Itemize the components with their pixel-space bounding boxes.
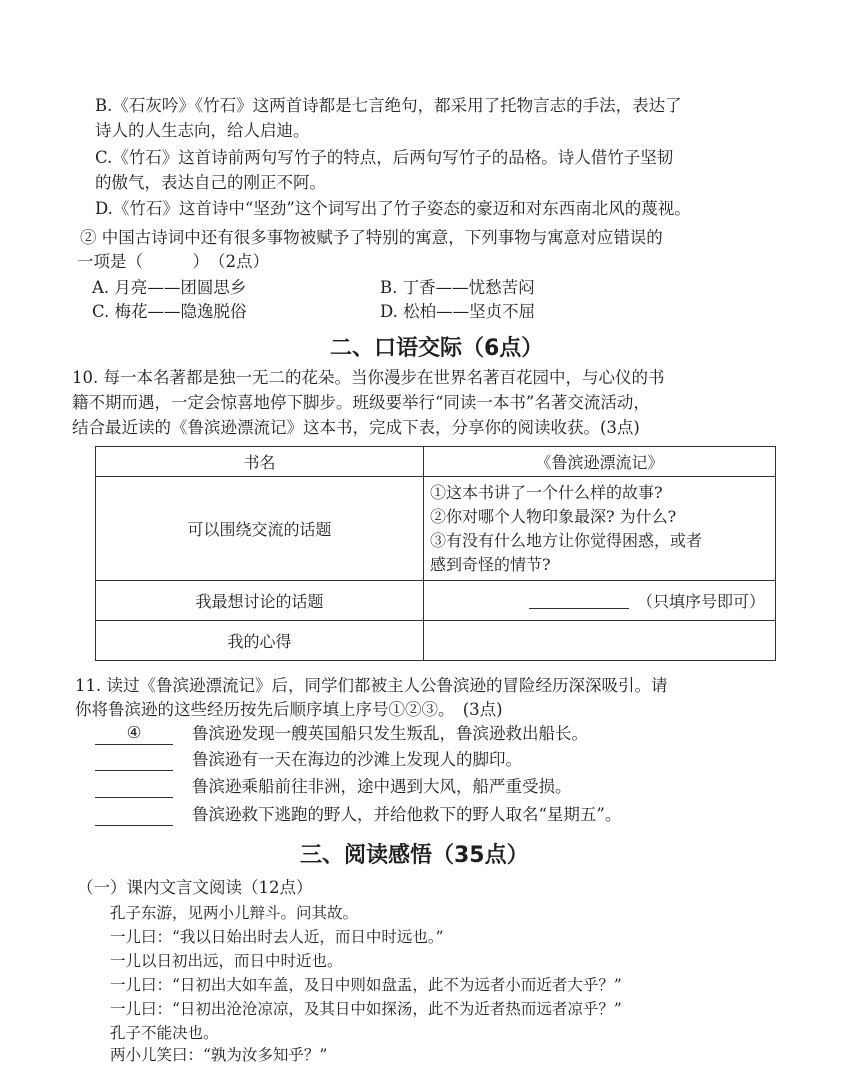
section2-heading: 二、口语交际（6点） [330,336,544,361]
passage-line-1: 孔子东游，见两小儿辩斗。问其故。 [110,904,359,922]
topic-3b: 感到奇怪的情节? [430,554,551,574]
q9-choice-a: A. 月亮——团圆思乡 [92,278,247,297]
topic-1: ①这本书讲了一个什么样的故事? [430,482,663,502]
q9-sub2-line1: ② 中国古诗词中还有很多事物被赋予了特别的寓意，下列事物与寓意对应错误的 [80,228,663,247]
q9-option-c-line1: C.《竹石》这首诗前两句写竹子的特点，后两句写竹子的品格。诗人借竹子坚韧 [95,148,674,167]
q9-option-b-line2: 诗人的人生志向，给人启迪。 [95,121,310,140]
table-topics-list [424,477,776,581]
sequence-event-3: 鲁滨逊乘船前往非洲，途中遇到大风，船严重受损。 [192,777,572,796]
passage-line-5: 一儿曰：“日初出沧沧凉凉，及其日中如探汤，此不为近者热而远者凉乎？” [110,1000,622,1018]
q9-option-d: D.《竹石》这首诗中“坚劲”这个词写出了竹子姿态的豪迈和对东西南北风的蔑视。 [95,199,691,218]
q11-line2: 你将鲁滨逊的这些经历按先后顺序填上序号①②③。 (3点) [75,700,503,719]
table-insight-label: 我的心得 [96,621,424,661]
sequence-event-4: 鲁滨逊救下逃跑的野人，并给他救下的野人取名“星期五”。 [192,805,622,824]
q10-line3: 结合最近读的《鲁滨逊漂流记》这本书，完成下表，分享你的阅读收获。(3点) [72,418,640,437]
q9-choice-d: D. 松柏——坚贞不屈 [380,302,536,321]
q11-line1: 11. 读过《鲁滨逊漂流记》后，同学们都被主人公鲁滨逊的冒险经历深深吸引。请 [75,676,668,695]
passage-line-2: 一儿曰：“我以日始出时去人近，而日中时远也。” [110,928,444,946]
passage-line-4: 一儿曰：“日初出大如车盖，及日中则如盘盂，此不为远者小而近者大乎？” [110,976,622,994]
passage-line-7: 两小儿笑曰：“孰为汝多知乎？” [110,1046,328,1064]
favorite-topic-hint: （只填序号即可） [636,592,765,611]
section3-sub1: （一）课内文言文阅读（12点） [77,878,313,897]
q9-option-c-line2: 的傲气，表达自己的刚正不阿。 [95,173,326,192]
sequence-event-1: 鲁滨逊发现一艘英国船只发生叛乱，鲁滨逊救出船长。 [192,724,588,743]
topic-3a: ③有没有什么地方让你觉得困惑，或者 [430,530,703,550]
table-favorite-topic-cell [424,581,776,621]
sequence-event-2: 鲁滨逊有一天在海边的沙滩上发现人的脚印。 [192,750,522,769]
q10-line1: 10. 每一本名著都是独一无二的花朵。当你漫步在世界名著百花园中，与心仪的书 [72,368,665,387]
q9-option-b-line1: B.《石灰吟》《竹石》这两首诗都是七言绝句，都采用了托物言志的手法，表达了 [95,96,682,115]
table-insight-cell[interactable] [424,621,776,661]
section3-heading: 三、阅读感悟（35点） [300,843,529,868]
q10-line2: 籍不期而遇，一定会惊喜地停下脚步。班级要举行“同读一本书”名著交流活动， [72,393,650,412]
sequence-blank-2[interactable] [95,748,173,771]
sequence-blank-1[interactable]: ④ [95,722,173,745]
table-topics-label: 可以围绕交流的话题 [96,477,424,581]
table-favorite-topic-label: 我最想讨论的话题 [96,581,424,621]
sequence-blank-4[interactable] [95,803,173,826]
passage-line-6: 孔子不能决也。 [110,1024,219,1042]
reading-table [95,446,776,661]
table-header-book-title: 《鲁滨逊漂流记》 [424,447,776,477]
table-header-book-label: 书名 [96,447,424,477]
q9-choice-c: C. 梅花——隐逸脱俗 [92,302,247,321]
passage-line-3: 一儿以日初出远，而日中时近也。 [110,952,343,970]
favorite-topic-blank[interactable] [529,590,629,609]
q9-choice-b: B. 丁香——忧愁苦闷 [380,278,535,297]
topic-2: ②你对哪个人物印象最深? 为什么? [430,506,677,526]
sequence-blank-3[interactable] [95,775,173,798]
q9-sub2-line2: 一项是（ ） （2点） [77,252,269,271]
